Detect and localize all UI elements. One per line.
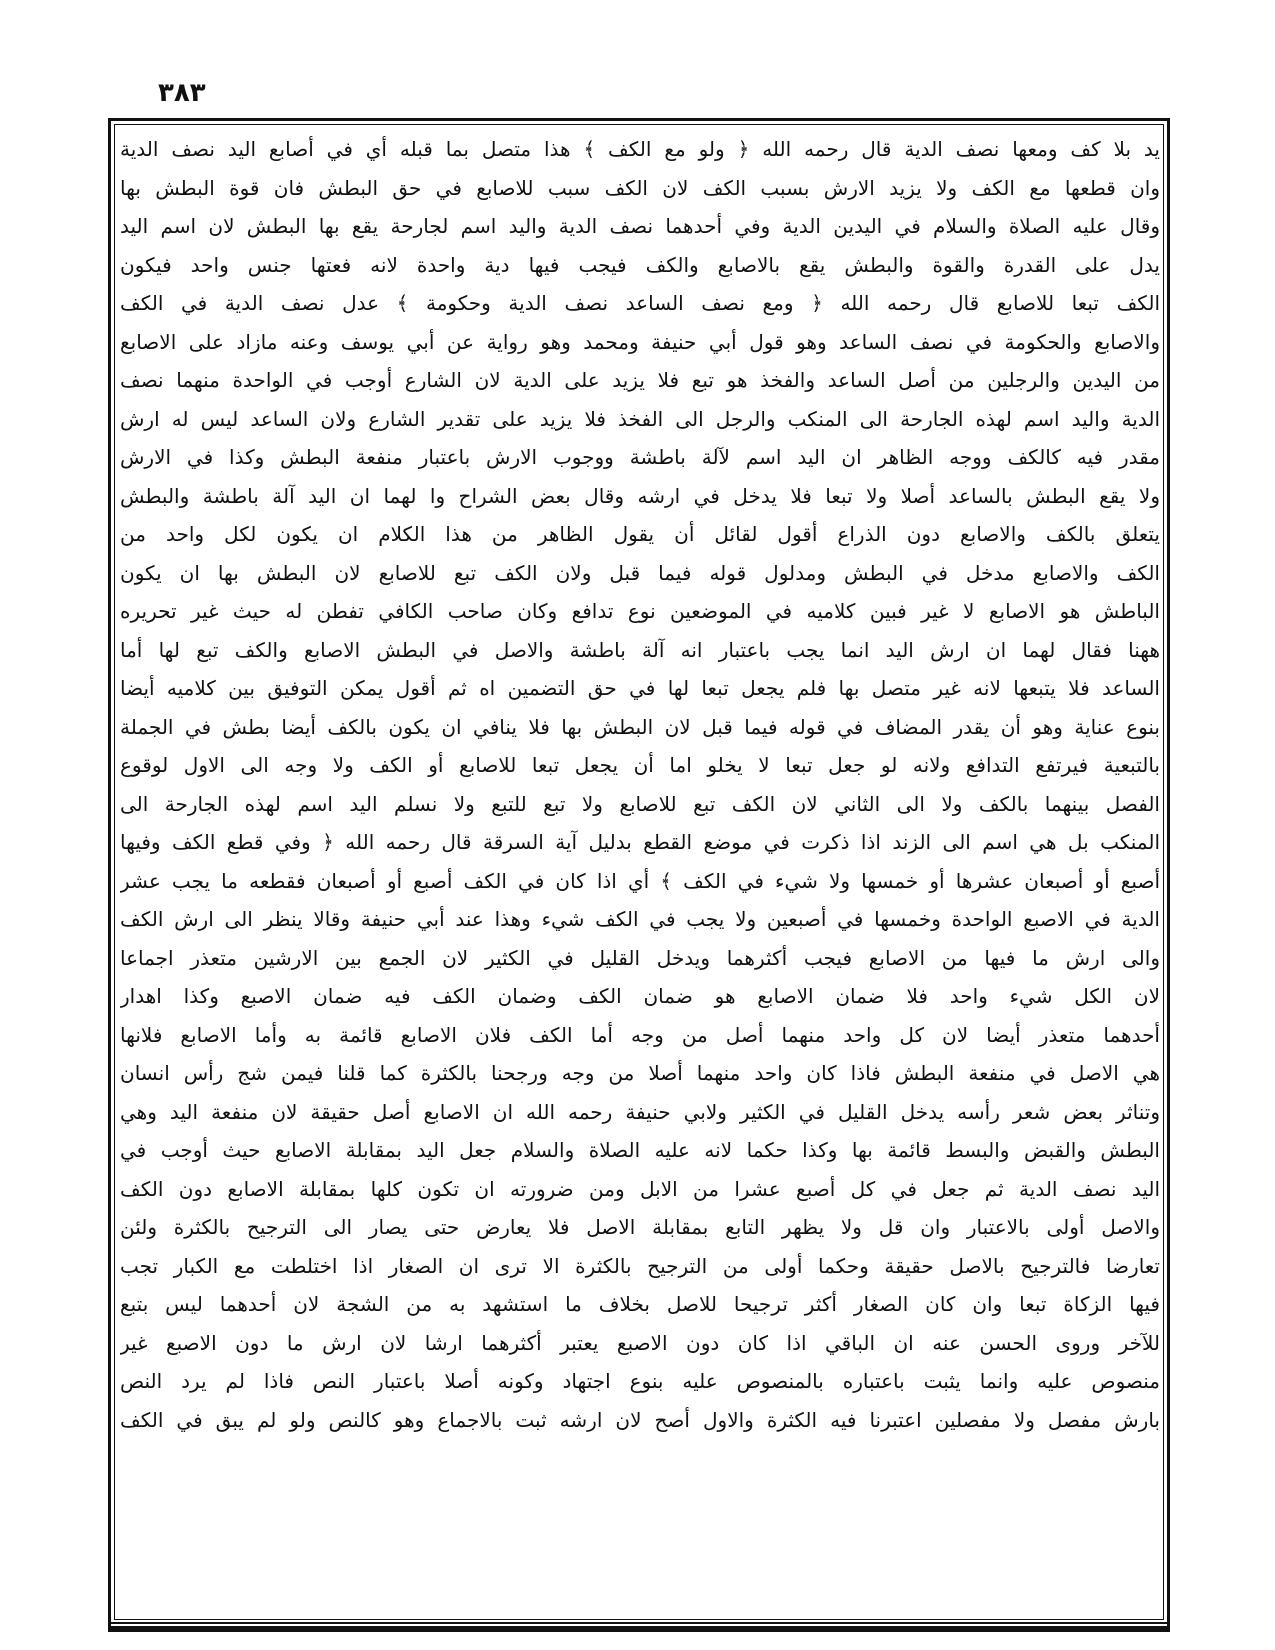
text-line-28: اليد نصف الدية ثم جعل في كل أصبع عشرا من الابل ومن ضرورته ان تكون كلها بمقابلة الاصابع دون الكف bbox=[120, 1176, 1160, 1201]
text-line-33: منصوص عليه وانما يثبت باعتباره بالمنصوص عليه بنوع اجتهاد وكونه أصلا باعتبار النص فاذا لم يرد النص bbox=[120, 1369, 1160, 1393]
text-line-7: من اليدين والرجلين من أصل الساعد والفخذ هو تبع فلا يزيد على الدية لان الشارع أوجب في الواحدة منهما نصف bbox=[120, 368, 1160, 392]
text-line-20: أصبع أو أصبعان عشرها أو خمسها ولا شيء في الكف ﴾ أي اذا كان في الكف أصبع أو أصبعان فقطعه ما يجب عشر bbox=[120, 868, 1160, 893]
text-line-12: الكف والاصابع مدخل في البطش ومدلول قوله فيما قبل ولان الكف تبع للاصابع لان البطش بها ان يكون bbox=[120, 560, 1160, 585]
text-line-30: تعارضا فالترجيح بالاصل حقيقة وحكما أولى من الترجيح بالكثرة الا ترى ان الصغار اذا اختلطت مع الكبار تجب bbox=[120, 1253, 1160, 1278]
text-line-3: وقال عليه الصلاة والسلام في اليدين الدية وفي أحدهما نصف الدية واليد اسم لجارحة يقع بها البطش لان اسم اليد bbox=[120, 214, 1160, 238]
text-line-29: والاصل أولى بالاعتبار وان قل ولا يظهر التابع بمقابلة الاصل فلا يعارض حتى يصار الى الترجيح بالكثرة ولئن bbox=[120, 1215, 1160, 1239]
text-line-1: يد بلا كف ومعها نصف الدية قال رحمه الله ﴿ ولو مع الكف ﴾ هذا متصل بما قبله أي في أصابع اليد نصف الدية bbox=[120, 137, 1160, 161]
text-line-25: هي الاصل في منفعة البطش فاذا كان واحد منهما أصلا من وجه ورجحنا بالكثرة كما قلنا فيمن شج رأس انسان bbox=[120, 1061, 1160, 1085]
bottom-rule bbox=[108, 1622, 1170, 1630]
text-line-8: الدية واليد اسم لهذه الجارحة الى المنكب والرجل الى الفخذ فلا يزيد على تقدير الشارع ولان الساعد ليس له ارش bbox=[120, 406, 1160, 431]
text-line-17: بالتبعية فيرتفع التدافع ولانه لو جعل تبعا لا يخلو اما أن يجعل تبعا للاصابع أو الكف ولا وجه الى الاول لوقوع bbox=[120, 753, 1160, 777]
text-line-2: وان قطعها مع الكف ولا يزيد الارش بسبب الكف لان الكف سبب للاصابع في حق البطش فان قوة البطش بها bbox=[120, 175, 1160, 200]
text-line-14: ههنا فقال لهما ان ارش اليد انما يجب باعتبار انه آلة باطشة والاصل في البطش الاصابع والكف تبع لها أما bbox=[120, 637, 1160, 662]
text-line-26: وتناثر بعض شعر رأسه يدخل القليل في الكثير ولابي حنيفة رحمه الله ان الاصابع أصل حقيقة لان منفعة اليد وهي bbox=[120, 1099, 1160, 1124]
text-line-34: بارش مفصل ولا مفصلين اعتبرنا فيه الكثرة والاول أصح لان ارشه ثبت بالاجماع وهو كالنص ولو لم يبق في الكف bbox=[120, 1407, 1160, 1432]
text-line-10: ولا يقع البطش بالساعد أصلا ولا تبعا فلا يدخل في ارشه وقال بعض الشراح وا لهما ان اليد آلة باطشة والبطش bbox=[120, 483, 1160, 508]
text-line-16: بنوع عناية وهو أن يقدر المضاف في قوله فيما قبل لان البطش بها فلا ينافي ان يكون بالكف أيضا بطش في الجملة bbox=[120, 714, 1160, 739]
text-line-35 bbox=[120, 1439, 1160, 1478]
text-line-18: الفصل بينهما بالكف ولا الى الثاني لان الكف تبع للاصابع ولا تبع للتبع ولا نسلم اليد اسم لهذه الجارحة الى bbox=[120, 791, 1160, 816]
text-line-9: مقدر فيه كالكف ووجه الظاهر ان اليد اسم لآلة باطشة ووجوب الارش باعتبار منفعة البطش وكذا في الارش bbox=[120, 445, 1160, 469]
text-line-24: أحدهما متعذر أيضا لان كل واحد منهما أصل من وجه أما الكف فلان الاصابع قائمة به وأما الاصابع فلانها bbox=[120, 1022, 1160, 1047]
text-line-32: للآخر وروى الحسن عنه ان الباقي اذا كان دون الاصبع يعتبر أكثرهما ارشا لان ارش ما دون الاصبع غير bbox=[120, 1330, 1160, 1355]
text-line-27: البطش والقبض والبسط قائمة بها وكذا حكما لانه عليه الصلاة والسلام جعل اليد بمقابلة الاصابع حيث أوجب في bbox=[120, 1138, 1160, 1162]
text-line-4: يدل على القدرة والقوة والبطش يقع بالاصابع والكف فيجب فيها دية واحدة لانه فعتها جنس واحد فيكون bbox=[120, 252, 1160, 277]
text-line-15: الساعد فلا يتبعها لانه غير متصل بها فلم يجعل تبعا لها في حق التضمين اه ثم أقول يمكن التوفيق بين كلاميه أيضا bbox=[120, 676, 1160, 700]
text-line-13: الباطش هو الاصابع لا غير فبين كلاميه في الموضعين نوع تدافع وكان صاحب الكافي تفطن له حيث غير تحريره bbox=[120, 599, 1160, 623]
text-line-11: يتعلق بالكف والاصابع دون الذراع أقول لقائل أن يقول الظاهر من هذا الكلام ان يكون لكل واحد من bbox=[120, 522, 1160, 546]
text-line-19: المنكب بل هي اسم الى الزند اذا ذكرت في موضع القطع بدليل آية السرقة قال رحمه الله ﴿ وفي قطع الكف وفيها bbox=[120, 830, 1160, 854]
text-line-5: الكف تبعا للاصابع قال رحمه الله ﴿ ومع نصف الساعد نصف الدية وحكومة ﴾ عدل نصف الدية في الكف bbox=[120, 291, 1160, 315]
text-line-21: الدية في الاصبع الواحدة وخمسها في أصبعين ولا يجب في الكف شيء وهذا عند أبي حنيفة وقالا ينظر الى ارش الكف bbox=[120, 907, 1160, 931]
text-line-31: فيها الزكاة تبعا وان كان الصغار أكثر ترجيحا للاصل بخلاف ما استشهد به من الشجة لان أحدهما ليس بتبع bbox=[120, 1292, 1160, 1316]
text-line-23: لان الكل شيء واحد فلا ضمان الاصابع هو ضمان الكف وضمان الكف فيه ضمان الاصبع وكذا اهدار bbox=[120, 984, 1160, 1008]
body-text bbox=[120, 130, 1160, 1618]
text-line-22: والى ارش ما فيها من الاصابع فيجب أكثرهما ويدخل القليل في الكثير لان الجمع بين الارشين متعذر اجماعا bbox=[120, 945, 1160, 970]
text-line-6: والاصابع والحكومة في نصف الساعد وهو قول أبي حنيفة ومحمد وهو رواية عن أبي يوسف وعنه مازاد على الاصابع bbox=[120, 329, 1160, 354]
page-number: ٣٨٣ bbox=[158, 78, 206, 108]
